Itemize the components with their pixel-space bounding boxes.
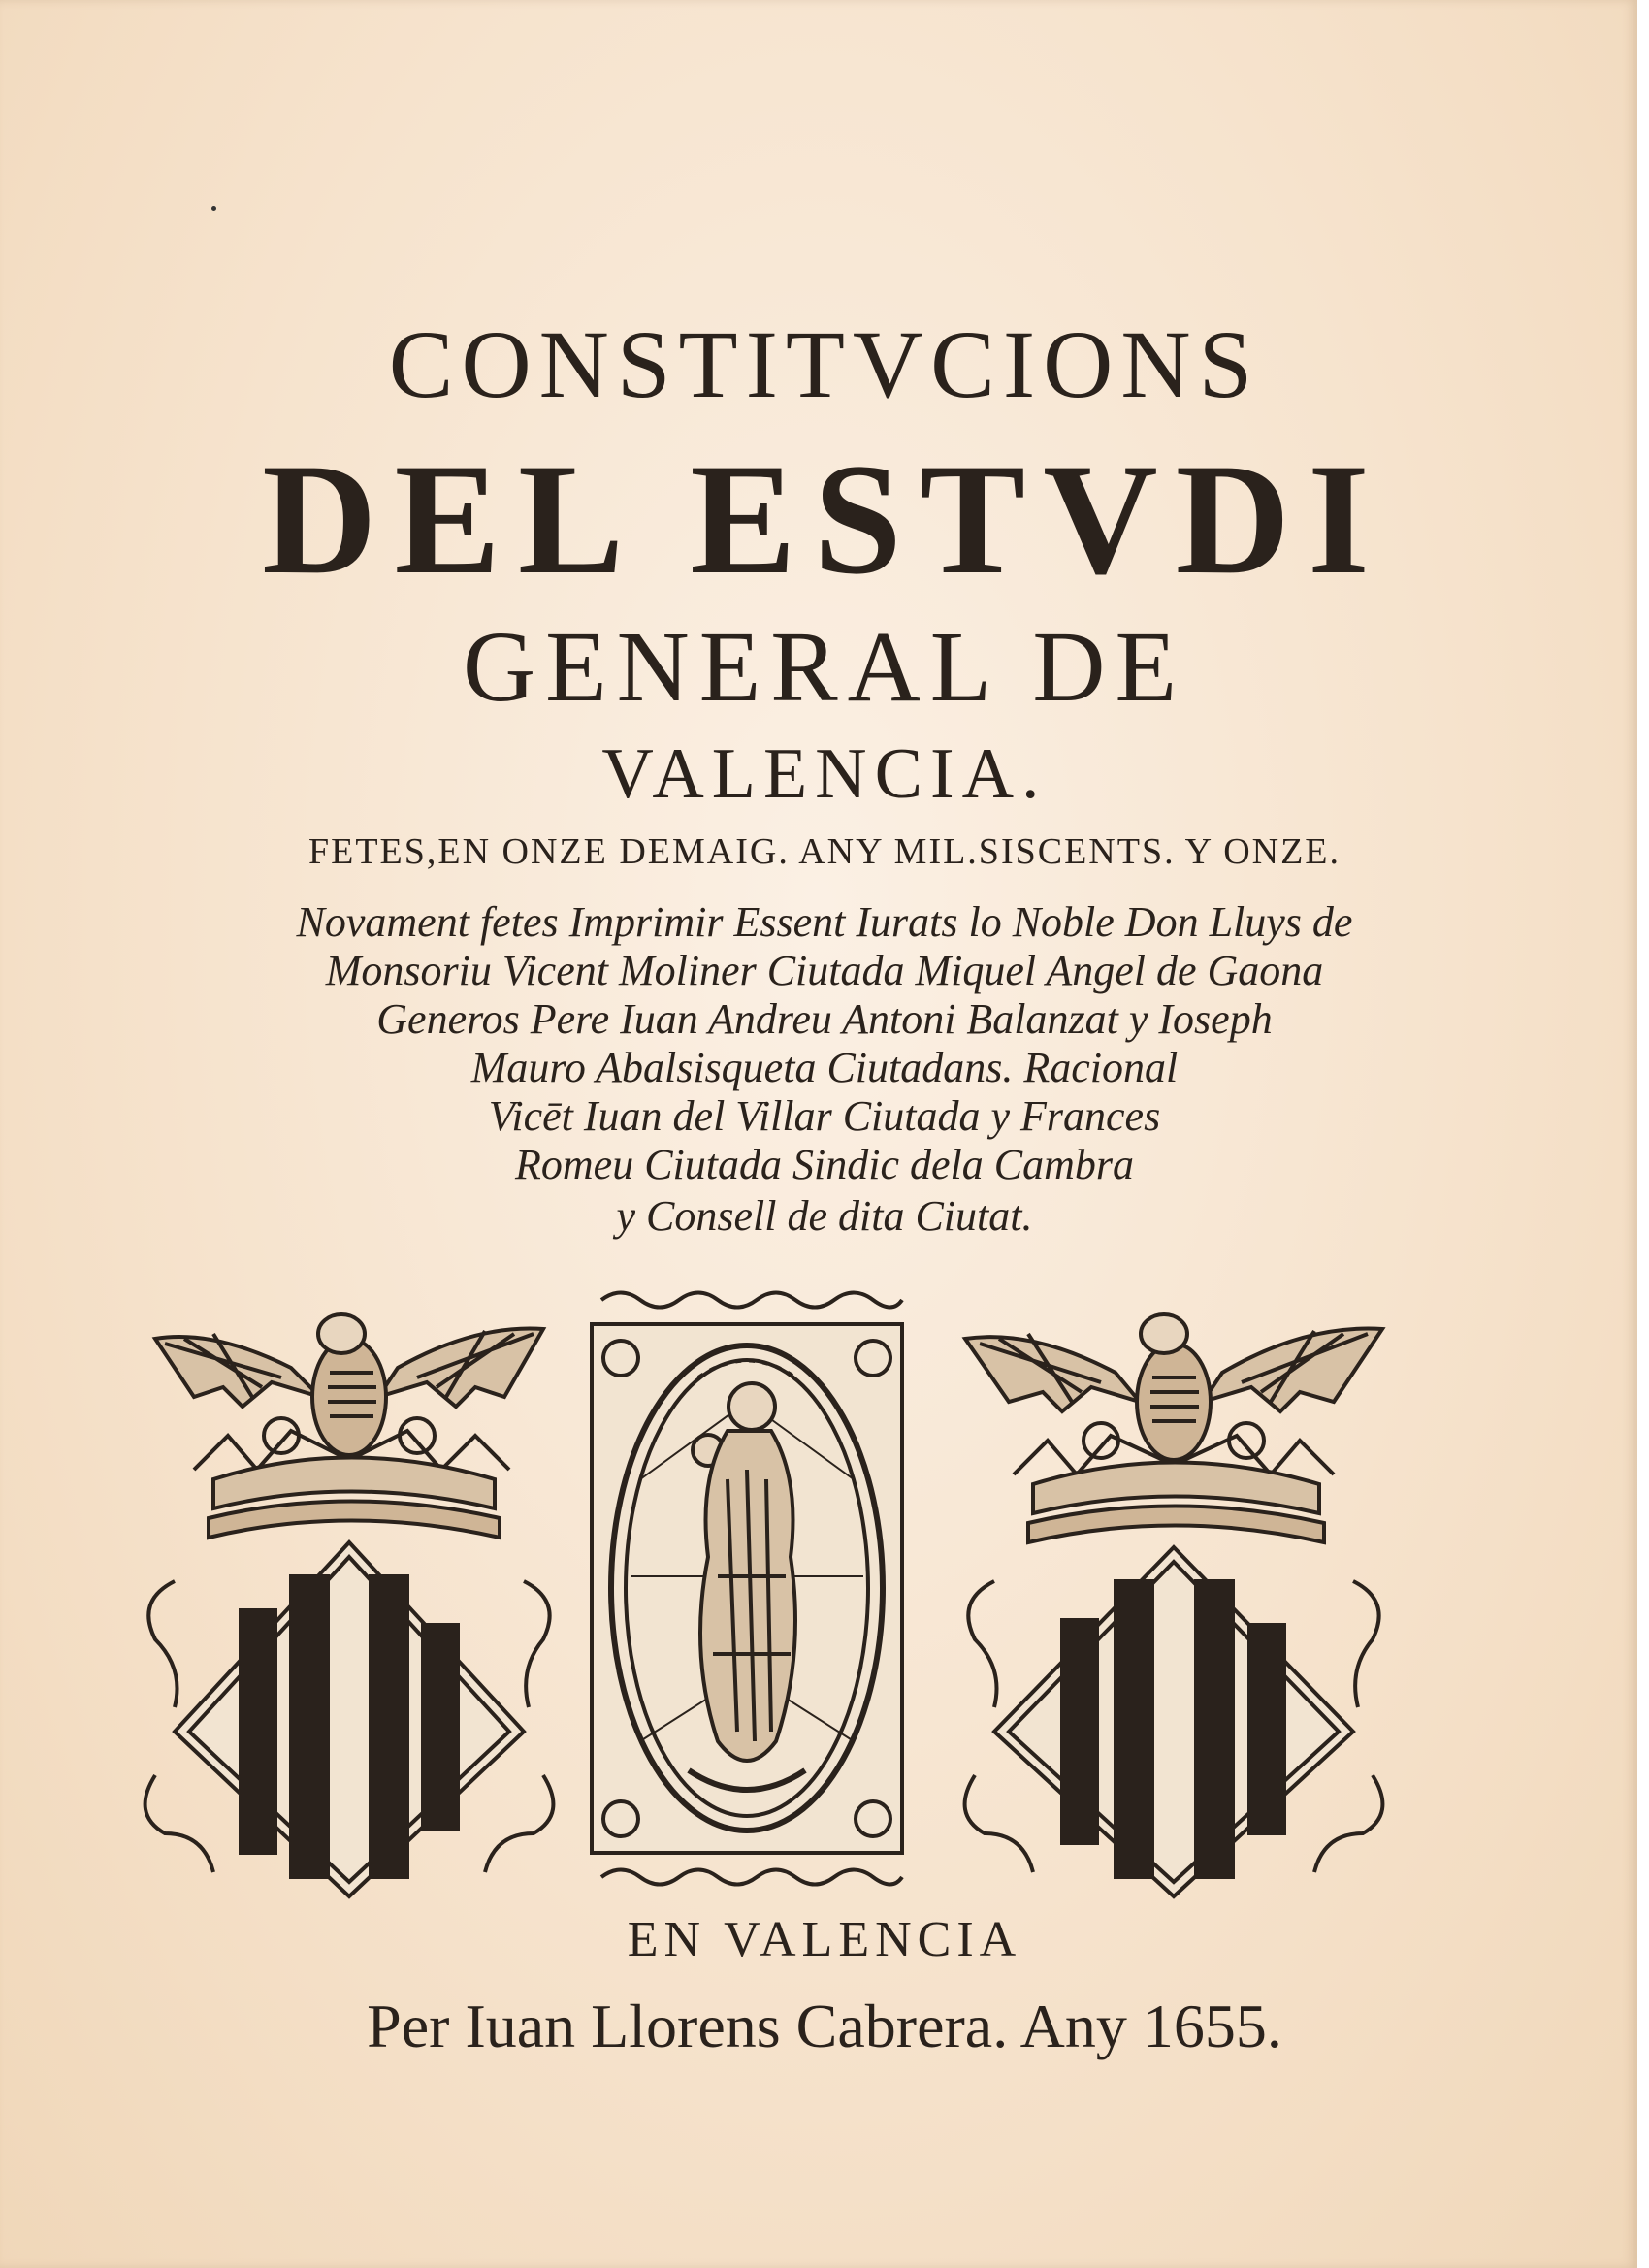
- dedication-line: Generos Pere Iuan Andreu Antoni Balanzat y Ioseph: [376, 995, 1273, 1043]
- dedication-line: Mauro Abalsisqueta Ciutadans. Racional: [470, 1044, 1179, 1091]
- imprint-place: EN VALENCIA: [627, 1912, 1022, 1967]
- dedication-line: Novament fetes Imprimir Essent Iurats lo Noble Don Lluys de: [296, 898, 1353, 946]
- title-line-4: VALENCIA.: [601, 734, 1048, 814]
- subtitle: FETES,EN ONZE DEMAIG. ANY MIL.SISCENTS. Y ONZE.: [307, 831, 1342, 872]
- title-line-3: GENERAL DE: [462, 611, 1187, 723]
- speck: [211, 206, 216, 211]
- virgin-and-child-icon: [582, 1285, 912, 1896]
- dedication-line: Romeu Ciutada Sindic dela Cambra: [515, 1141, 1134, 1188]
- dedication-line: Vicēt Iuan del Villar Ciutada y Frances: [488, 1092, 1161, 1140]
- title-line-2: DEL ESTVDI: [262, 432, 1387, 607]
- printer-line: Per Iuan Llorens Cabrera. Any 1655.: [367, 1992, 1282, 2060]
- dedication-line: y Consell de dita Ciutat.: [616, 1192, 1033, 1240]
- dedication-line: Monsoriu Vicent Moliner Ciutada Miquel Angel de Gaona: [325, 947, 1324, 994]
- right-coat-of-arms-icon: [955, 1290, 1392, 1911]
- title-line-1: CONSTITVCIONS: [388, 310, 1261, 418]
- left-coat-of-arms-icon: [136, 1290, 563, 1911]
